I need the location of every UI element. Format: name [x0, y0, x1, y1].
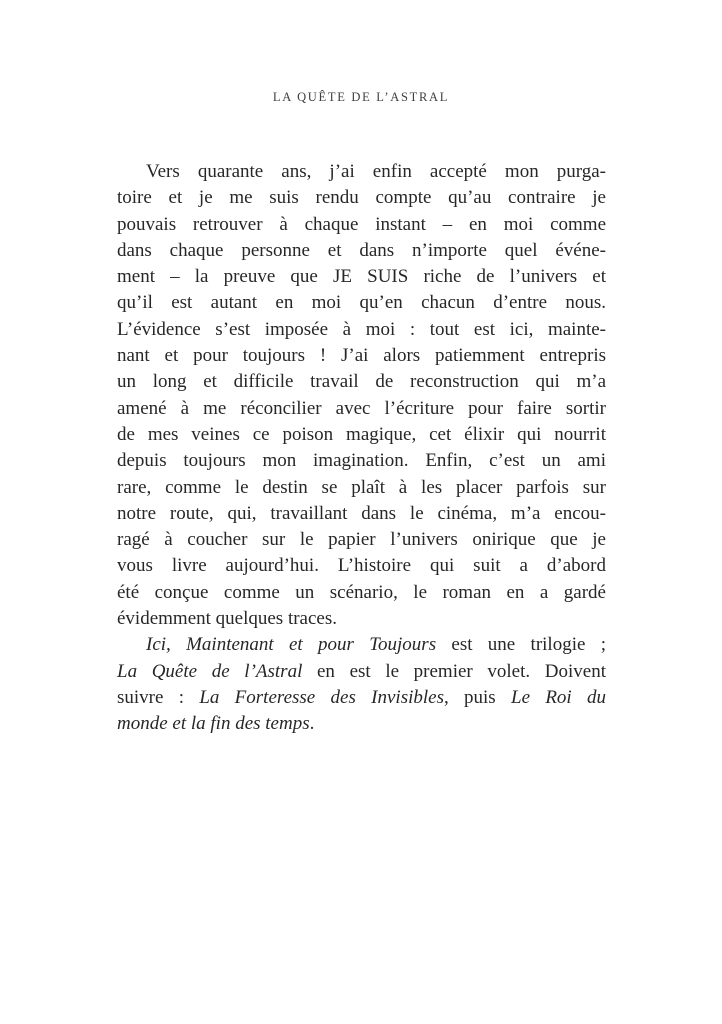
- text-segment: rare, comme le destin se plaît à les placer parfois sur: [117, 476, 606, 498]
- text-line: [117, 343, 606, 369]
- italic-text-segment: La Forteresse des Invisibles: [199, 686, 444, 708]
- text-line: [117, 290, 606, 316]
- italic-text-segment: Le Roi du: [511, 686, 606, 708]
- text-segment: suivre :: [117, 686, 200, 708]
- body-text: [117, 159, 606, 738]
- text-segment: Vers quarante ans, j’ai enfin accepté mon purga-: [146, 161, 606, 182]
- text-line: [117, 448, 606, 474]
- italic-text-segment: La Quête de l’Astral: [117, 660, 303, 682]
- text-segment: ragé à coucher sur le papier l’univers onirique que je: [117, 529, 606, 551]
- text-segment: qu’il est autant en moi qu’en chacun d’entre nous.: [117, 292, 606, 314]
- text-line: [117, 264, 606, 290]
- text-line: [117, 527, 606, 553]
- text-segment: été conçue comme un scénario, le roman en a gardé: [117, 581, 606, 603]
- text-segment: notre route, qui, travaillant dans le cinéma, m’a encou-: [117, 502, 606, 524]
- text-line: [117, 553, 606, 579]
- text-line: [117, 238, 606, 264]
- text-segment: dans chaque personne et dans n’importe quel événe-: [117, 239, 606, 261]
- text-line: [117, 711, 606, 737]
- text-line: [117, 422, 606, 448]
- text-segment: vous livre aujourd’hui. L’histoire qui suit a d’abord: [117, 555, 606, 577]
- running-head: LA QUÊTE DE L’ASTRAL: [272, 90, 450, 104]
- text-line: [117, 159, 606, 185]
- text-line: [117, 580, 606, 606]
- text-segment: L’évidence s’est imposée à moi : tout est ici, mainte-: [117, 318, 606, 340]
- text-line: [117, 396, 606, 422]
- text-segment: amené à me réconcilier avec l’écriture pour faire sortir: [117, 397, 606, 419]
- italic-text-segment: monde et la fin des temps: [117, 713, 310, 735]
- text-line: [117, 659, 606, 685]
- text-segment: toire et je me suis rendu compte qu’au contraire je: [117, 187, 606, 209]
- text-line: [117, 317, 606, 343]
- text-line: [117, 606, 606, 632]
- text-line: [117, 501, 606, 527]
- italic-text-segment: Ici, Maintenant et pour Toujours: [146, 634, 437, 656]
- text-segment: depuis toujours mon imagination. Enfin, c’est un ami: [117, 450, 606, 472]
- text-segment: , puis: [443, 686, 512, 708]
- text-segment: de mes veines ce poison magique, cet élixir qui nourrit: [117, 423, 606, 445]
- text-segment: un long et difficile travail de reconstruction qui m’a: [117, 371, 606, 393]
- text-segment: nant et pour toujours ! J’ai alors patiemment entrepris: [117, 345, 606, 367]
- text-line: [117, 685, 606, 711]
- text-line: [117, 369, 606, 395]
- text-line: [117, 185, 606, 211]
- text-segment: pouvais retrouver à chaque instant – en moi comme: [117, 213, 606, 235]
- text-segment: en est le premier volet. Doivent: [302, 660, 606, 682]
- text-segment: évidemment quelques traces.: [117, 608, 338, 630]
- text-segment: ment – la preuve que JE SUIS riche de l’univers et: [117, 266, 606, 288]
- text-line: [117, 632, 606, 658]
- text-line: [117, 475, 606, 501]
- text-segment: .: [309, 713, 315, 735]
- text-segment: est une trilogie ;: [436, 634, 606, 656]
- text-line: [117, 212, 606, 238]
